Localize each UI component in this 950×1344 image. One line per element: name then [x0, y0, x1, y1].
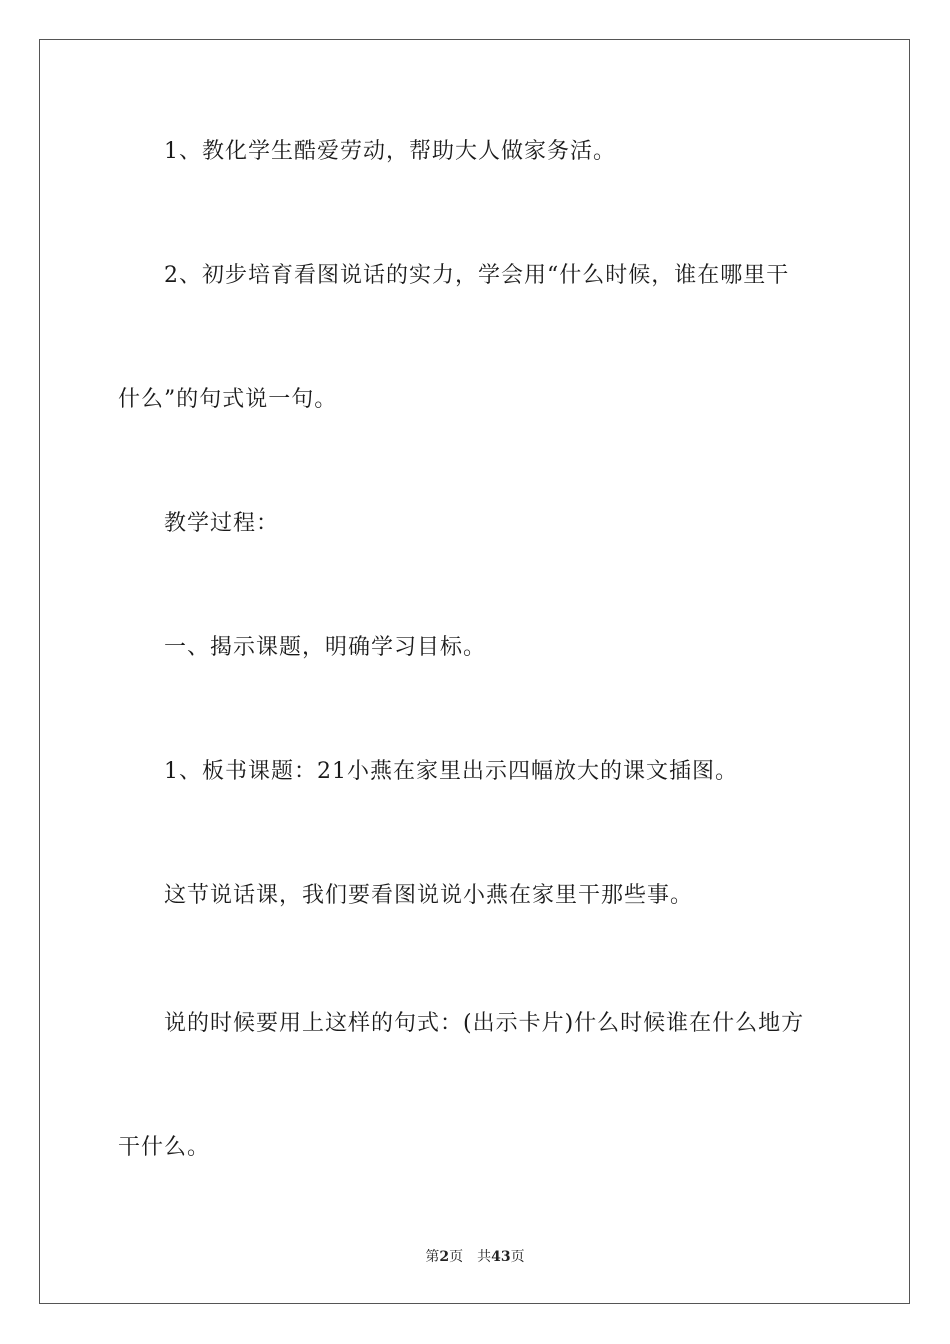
footer-total-suffix: 页 — [510, 1249, 525, 1265]
paragraph-sentence-pattern-line-2: 干什么。 — [118, 1135, 211, 1160]
footer-page-number: 2 — [439, 1249, 450, 1265]
footer-page-prefix: 第 — [425, 1249, 440, 1265]
paragraph-goal-2-line-1: 2、初步培育看图说话的实力，学会用“什么时候，谁在哪里干 — [164, 263, 790, 288]
paragraph-goal-1: 1、教化学生酷爱劳动，帮助大人做家务活。 — [164, 139, 616, 164]
paragraph-step-1: 一、揭示课题，明确学习目标。 — [164, 635, 487, 660]
footer-total-prefix: 共 — [477, 1249, 492, 1265]
footer-total-pages: 43 — [491, 1249, 511, 1265]
paragraph-lesson-intro: 这节说话课，我们要看图说说小燕在家里干那些事。 — [164, 883, 694, 908]
page-footer — [0, 1247, 950, 1267]
footer-page-suffix: 页 — [449, 1249, 464, 1265]
page-border — [39, 39, 910, 1304]
paragraph-blackboard-title: 1、板书课题：21小燕在家里出示四幅放大的课文插图。 — [164, 759, 738, 784]
paragraph-sentence-pattern-line-1: 说的时候要用上这样的句式：(出示卡片)什么时候谁在什么地方 — [164, 1011, 805, 1036]
paragraph-goal-2-line-2: 什么”的句式说一句。 — [118, 387, 338, 412]
section-heading-teaching-process: 教学过程： — [164, 511, 280, 536]
